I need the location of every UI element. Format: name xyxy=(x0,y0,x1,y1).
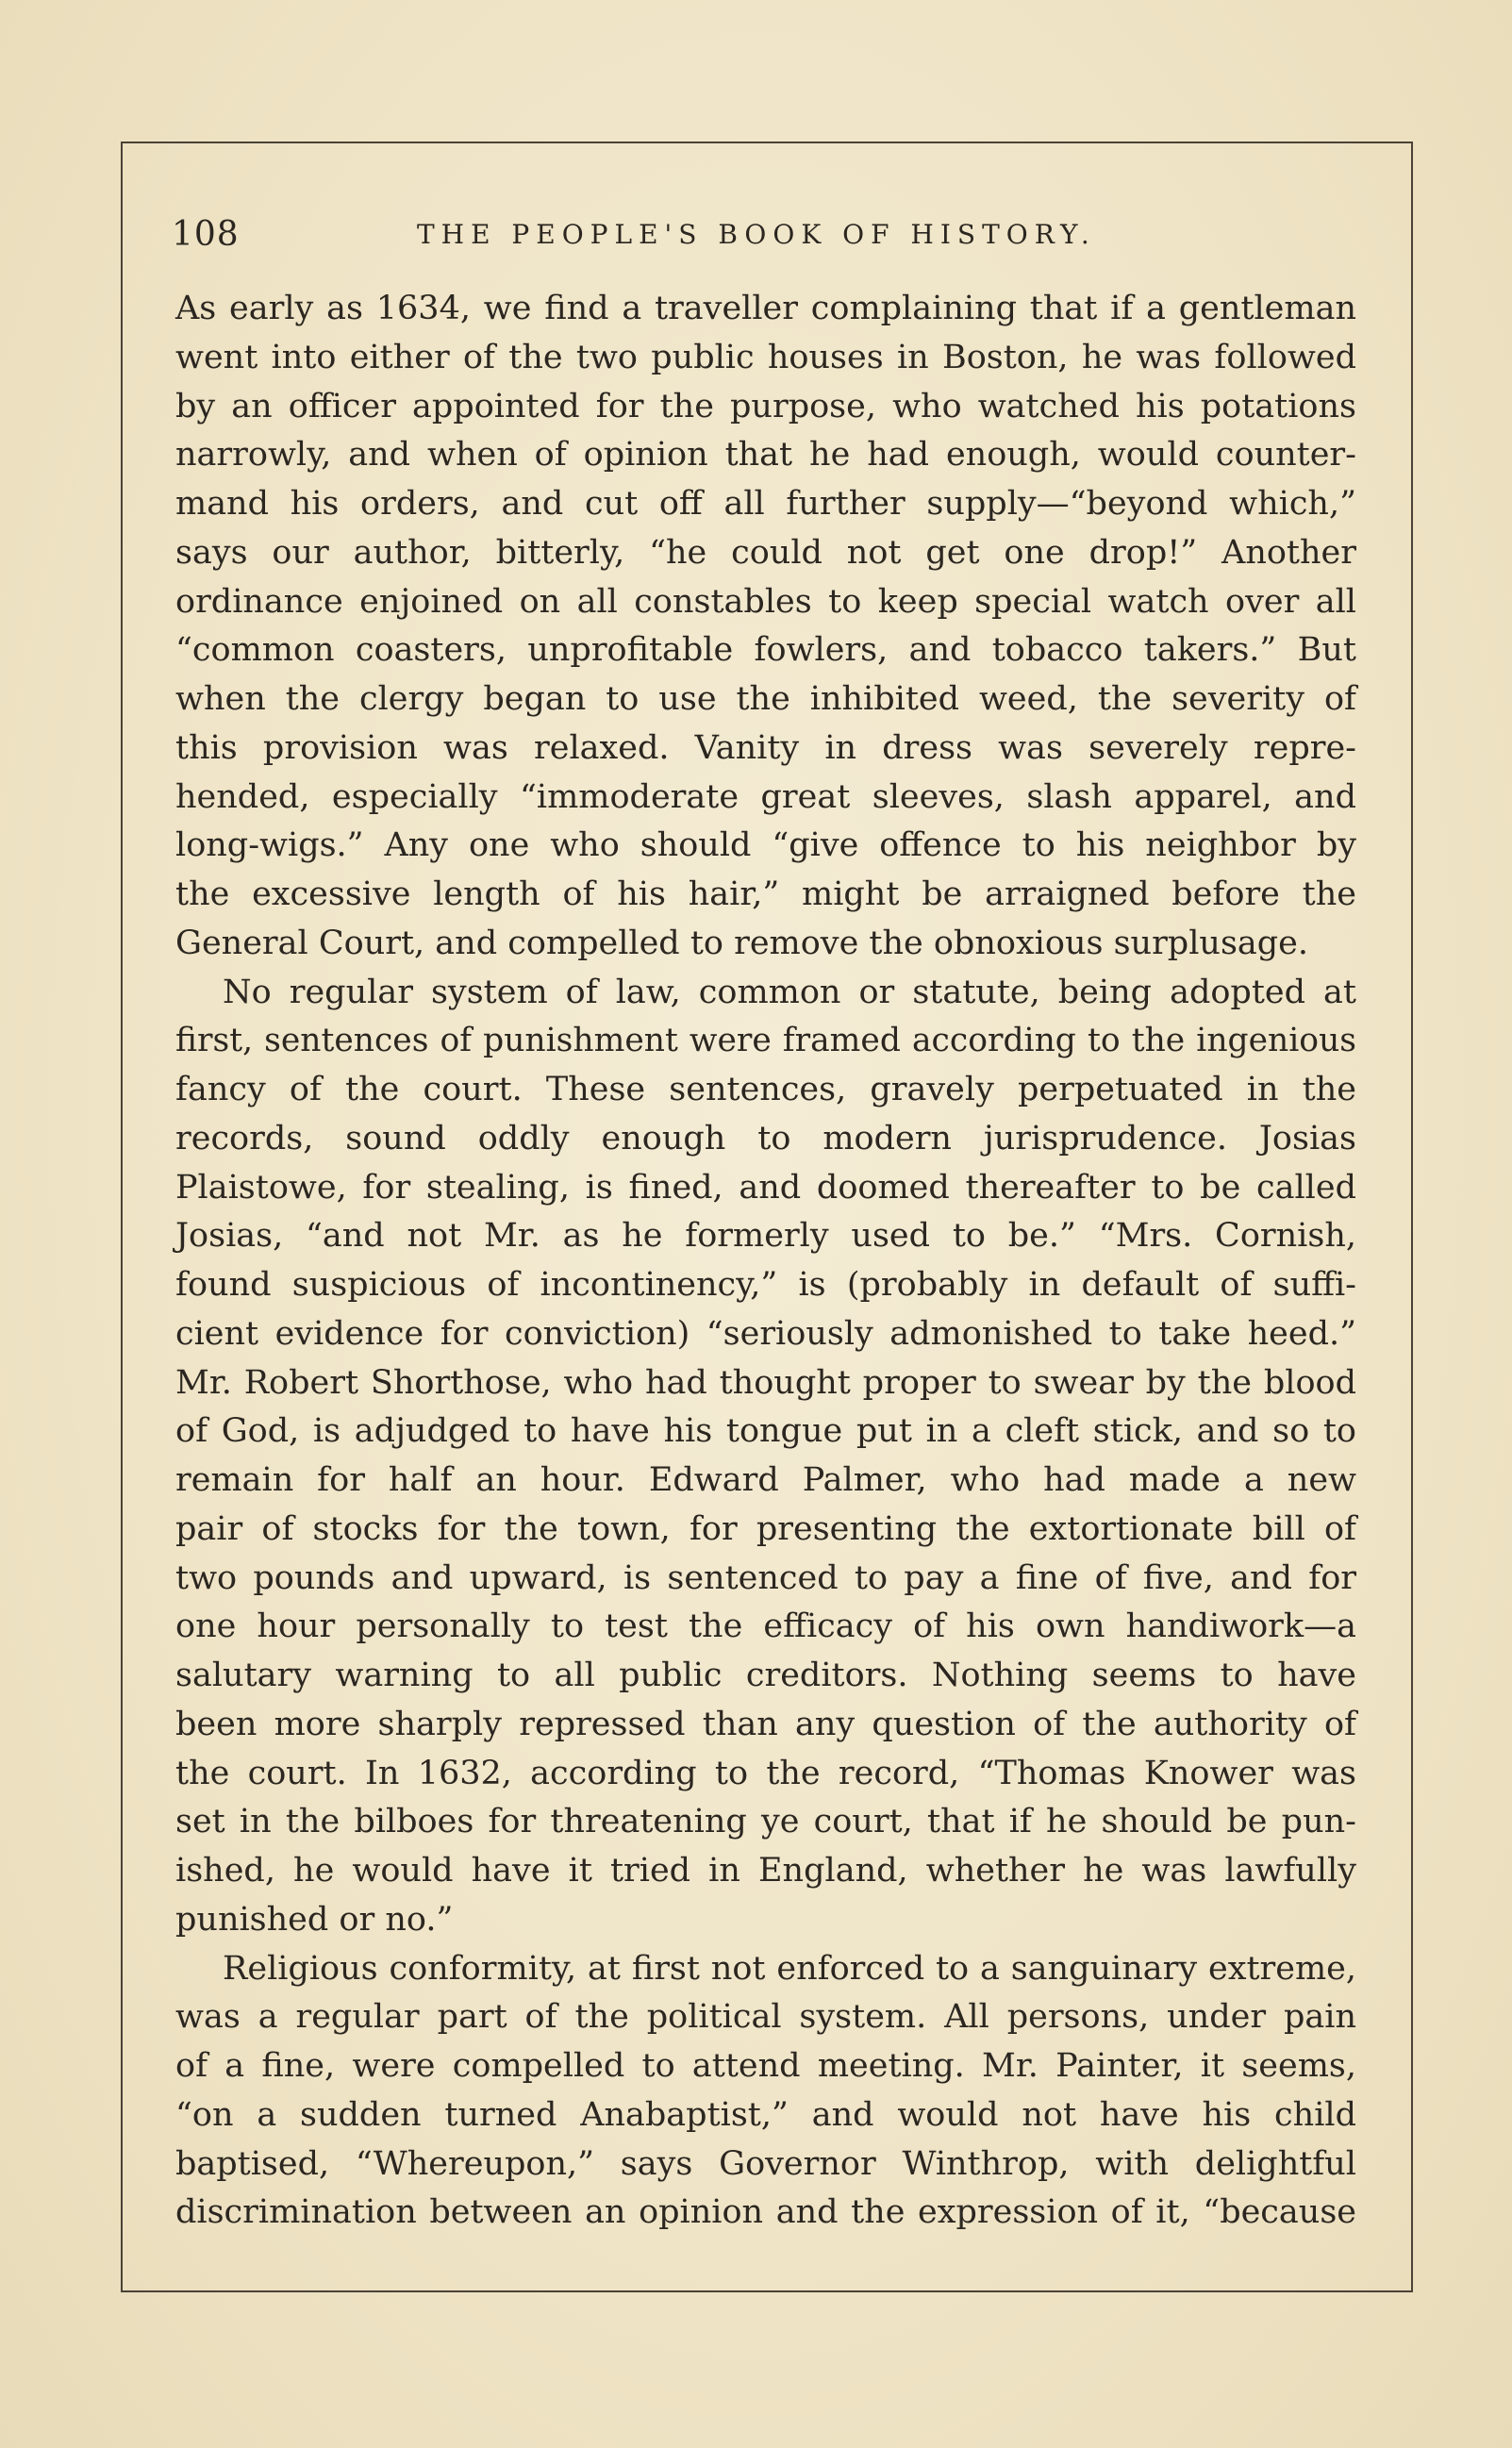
text-line: this provision was relaxed. Vanity in dress was severely repre- xyxy=(175,728,1356,767)
text-line: of God, is adjudged to have his tongue put in a cleft stick, and so to xyxy=(175,1412,1356,1451)
text-line: pair of stocks for the town, for presenting the extortionate bill of xyxy=(175,1509,1356,1548)
text-line: fancy of the court. These sentences, gravely perpetuated in the xyxy=(175,1071,1356,1108)
text-line: “on a sudden turned Anabaptist,” and would not have his child xyxy=(175,2095,1356,2134)
text-line: baptised, “Whereupon,” says Governor Winthrop, with delightful xyxy=(175,2144,1356,2183)
text-line: two pounds and upward, is sentenced to pay a fine of five, and for xyxy=(175,1558,1356,1597)
text-line: General Court, and compelled to remove the obnoxious surplusage. xyxy=(175,924,1309,962)
text-line: the excessive length of his hair,” might be arraigned before the xyxy=(175,875,1356,913)
text-line: discrimination between an opinion and the expression of it, “because xyxy=(175,2193,1356,2232)
body-text xyxy=(175,285,1356,2238)
page-header xyxy=(172,215,1360,262)
running-title: THE PEOPLE'S BOOK OF HISTORY. xyxy=(417,219,1096,250)
text-line: long-wigs.” Any one who should “give offence to his neighbor by xyxy=(175,826,1356,865)
text-line: of a fine, were compelled to attend meeting. Mr. Painter, it seems, xyxy=(175,2047,1356,2085)
text-line: cient evidence for conviction) “seriously admonished to take heed.” xyxy=(175,1314,1356,1353)
text-line: No regular system of law, common or statute, being adopted at xyxy=(223,973,1356,1011)
text-line: ordinance enjoined on all constables to keep special watch over all xyxy=(175,582,1356,621)
text-line: one hour personally to test the efficacy of his own handiwork—a xyxy=(175,1607,1356,1646)
text-line: was a regular part of the political system. All persons, under pain xyxy=(175,1998,1356,2037)
text-line: Plaistowe, for stealing, is fined, and doomed thereafter to be called xyxy=(175,1168,1356,1207)
text-line: salutary warning to all public creditors. Nothing seems to have xyxy=(175,1657,1356,1694)
text-line: remain for half an hour. Edward Palmer, who had made a new xyxy=(175,1461,1356,1499)
text-line: Josias, “and not Mr. as he formerly used to be.” “Mrs. Cornish, xyxy=(175,1217,1356,1256)
text-line: mand his orders, and cut off all further supply—“beyond which,” xyxy=(175,485,1356,523)
text-line: first, sentences of punishment were framed according to the ingenious xyxy=(175,1022,1356,1060)
text-line: punished or no.” xyxy=(175,1900,454,1939)
text-line: records, sound oddly enough to modern jurisprudence. Josias xyxy=(175,1119,1356,1157)
text-line: been more sharply repressed than any question of the authority of xyxy=(175,1705,1356,1743)
text-line: Religious conformity, at first not enforced to a sanguinary extreme, xyxy=(223,1949,1356,1988)
text-line: by an officer appointed for the purpose, who watched his potations xyxy=(175,387,1356,425)
text-line: Mr. Robert Shorthose, who had thought proper to swear by the blood xyxy=(175,1363,1356,1402)
text-line: As early as 1634, we find a traveller complaining that if a gentleman xyxy=(175,290,1356,327)
text-line: “common coasters, unprofitable fowlers, and tobacco takers.” But xyxy=(175,631,1356,670)
text-line: went into either of the two public houses in Boston, he was followed xyxy=(175,338,1356,376)
text-line: set in the bilboes for threatening ye court, that if he should be pun- xyxy=(175,1803,1356,1841)
text-line: the court. In 1632, according to the record, “Thomas Knower was xyxy=(175,1754,1356,1792)
page-number: 108 xyxy=(172,215,240,254)
text-line: narrowly, and when of opinion that he had enough, would counter- xyxy=(175,436,1356,475)
text-line: says our author, bitterly, “he could not get one drop!” Another xyxy=(175,533,1356,572)
text-line: when the clergy began to use the inhibited weed, the severity of xyxy=(175,680,1356,718)
text-line: hended, especially “immoderate great sleeves, slash apparel, and xyxy=(175,777,1356,816)
text-line: ished, he would have it tried in England, whether he was lawfully xyxy=(175,1852,1356,1890)
text-line: found suspicious of incontinency,” is (probably in default of suffi- xyxy=(175,1266,1356,1304)
